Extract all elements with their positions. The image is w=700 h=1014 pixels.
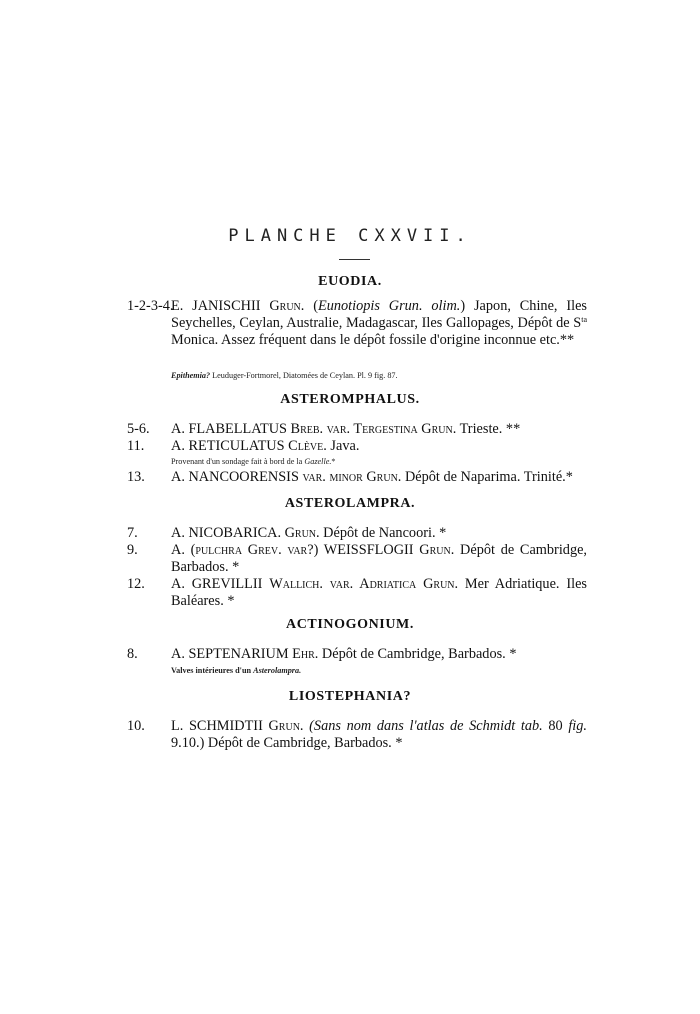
section-heading-euodia: EUODIA.: [318, 274, 382, 289]
locality-text: Dépôt de Cambridge, Barbados. *: [318, 646, 517, 662]
variant: pulchra Grev. var?: [195, 542, 314, 558]
entry-number: 7.: [127, 525, 138, 541]
species-name: A. SEPTENARIUM: [171, 646, 289, 662]
locality-text: Mer Adriatique. Iles Baléares. *: [171, 576, 587, 609]
section-heading-liostephania: LIOSTEPHANIA?: [288, 689, 412, 704]
entry-text: [171, 576, 587, 610]
entry-reticulatus: [127, 438, 587, 455]
footnote-gazelle: [171, 457, 336, 466]
entry-text: [171, 469, 587, 486]
entry-nancoorensis: [127, 469, 587, 486]
locality-text: Dépôt de Naparima. Trinité.*: [401, 469, 573, 485]
entry-text: [171, 421, 587, 438]
author: Breb. var. Tergestina Grun.: [290, 421, 457, 437]
species-prefix: A. (: [171, 542, 196, 558]
locality-text: 9.10.) Dépôt de Cambridge, Barbados. *: [171, 735, 403, 751]
note-text: Leuduger-Fortmorel, Diatomées de Ceylan. Pl. 9 fig. 87.: [210, 371, 398, 380]
entry-nicobarica: [127, 525, 587, 542]
superscript: ta: [581, 315, 587, 324]
entry-number: 1-2-3-4.: [127, 298, 174, 314]
species-name: A. RETICULATUS: [171, 438, 285, 454]
note-italic: Asterolampra.: [253, 666, 302, 675]
entry-number: 12.: [127, 576, 145, 592]
note-text: Valves intérieures d'un: [171, 666, 254, 675]
entry-schmidtii: [127, 718, 587, 752]
species-name: L. SCHMIDTII: [171, 718, 263, 734]
species-name: A. NICOBARICA.: [171, 525, 282, 541]
locality-text: Java.: [326, 438, 360, 454]
entry-text: [171, 542, 587, 576]
footnote-epithemia: [171, 371, 398, 380]
entry-text: [171, 298, 587, 349]
author: Grun.: [284, 525, 320, 541]
entry-number: 11.: [127, 438, 145, 454]
entry-text: [171, 646, 587, 663]
entry-janischii: [127, 298, 587, 349]
synonym: Eunotiopis Grun. olim.: [317, 298, 461, 314]
entry-number: 8.: [127, 646, 138, 662]
note-italic: Epithemia?: [171, 371, 211, 380]
species-name: A. GREVILLII: [171, 576, 263, 592]
author: Grun.: [269, 298, 305, 314]
locality-text: Japon, Chine, Iles Seychelles, Ceylan, Australie, Madagascar, Iles Gallopages, Dépôt de S: [171, 298, 587, 331]
entry-number: 13.: [127, 469, 145, 485]
locality-text: Trieste. **: [456, 421, 521, 437]
section-heading-actinogonium: ACTINOGONIUM.: [286, 617, 414, 632]
fig-label: fig.: [568, 718, 587, 734]
note-italic: Gazelle.: [304, 457, 332, 466]
species-name: ) WEISSFLOGII: [313, 542, 414, 558]
entry-number: 10.: [127, 718, 145, 734]
author: var. minor Grun.: [302, 469, 402, 485]
entry-grevillii: [127, 576, 587, 610]
plate-title: PLANCHE CXXVII.: [228, 226, 472, 246]
locality-text: Dépôt de Cambridge, Barbados. *: [171, 542, 588, 575]
entry-flabellatus: [127, 421, 587, 438]
author: Grun.: [268, 718, 304, 734]
species-name: E. JANISCHII: [171, 298, 261, 314]
locality-text: Dépôt de Nancoori. *: [319, 525, 447, 541]
synonym: (Sans nom dans l'atlas de Schmidt tab.: [309, 718, 543, 734]
entry-text: [171, 438, 587, 455]
note-end: *: [331, 457, 336, 466]
entry-text: [171, 525, 587, 542]
author: Clève.: [288, 438, 327, 454]
footnote-valves: [171, 666, 301, 675]
entry-number: 5-6.: [127, 421, 150, 437]
entry-number: 9.: [127, 542, 138, 558]
species-name: A. FLABELLATUS: [171, 421, 287, 437]
author: Ehr.: [292, 646, 319, 662]
title-divider: [339, 259, 370, 260]
entry-weissflogii: [127, 542, 587, 576]
section-heading-asteromphalus: ASTEROMPHALUS.: [280, 392, 420, 407]
author: Grun.: [419, 542, 455, 558]
section-heading-asterolampra: ASTEROLAMPRA.: [284, 496, 416, 511]
species-name: A. NANCOORENSIS: [171, 469, 299, 485]
locality-text-cont: Monica. Assez fréquent dans le dépôt fossile d'origine inconnue etc.**: [171, 332, 575, 348]
entry-septenarium: [127, 646, 587, 663]
note-text: Provenant d'un sondage fait à bord de la: [171, 457, 305, 466]
author: Wallich. var. Adriatica Grun.: [269, 576, 459, 592]
paren: (: [313, 298, 318, 314]
entry-text: [171, 718, 587, 752]
plate-ref: 80: [542, 718, 569, 734]
paren: ): [460, 298, 466, 314]
